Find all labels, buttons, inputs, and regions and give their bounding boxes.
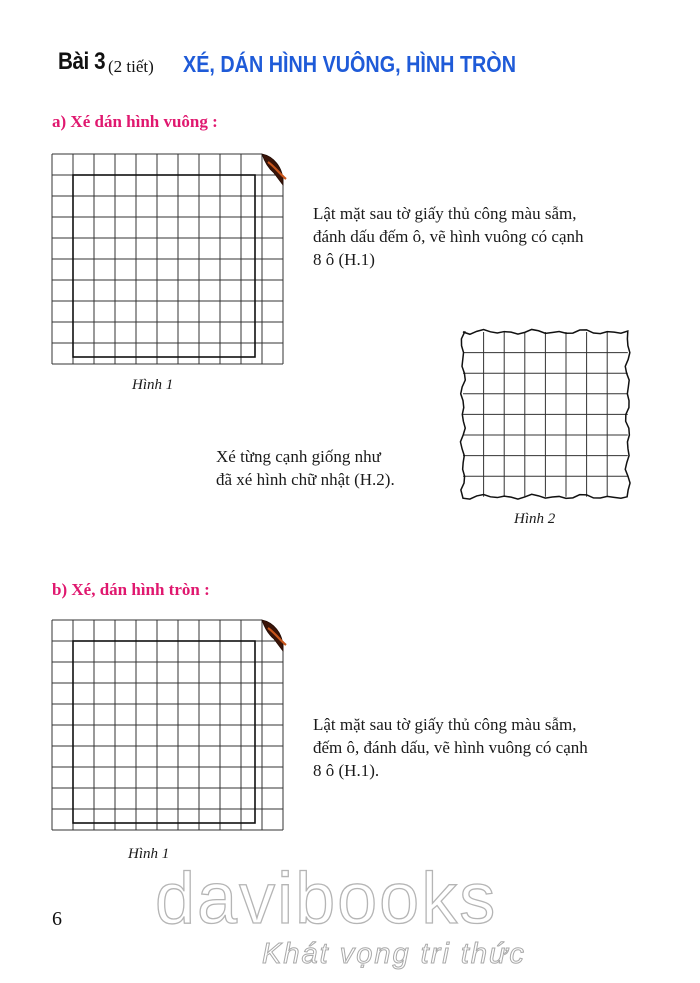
paper-curl-icon bbox=[262, 154, 283, 185]
torn-square-figure-2 bbox=[461, 330, 637, 506]
instruction-line: 8 ô (H.1). bbox=[313, 761, 380, 780]
watermark-brand: davibooks bbox=[155, 859, 498, 939]
section-a-instruction-1 bbox=[313, 202, 673, 271]
marked-square bbox=[73, 641, 255, 823]
instruction-line: đã xé hình chữ nhật (H.2). bbox=[216, 470, 395, 489]
marked-square bbox=[73, 175, 255, 357]
instruction-line: đếm ô, đánh dấu, vẽ hình vuông có cạnh bbox=[313, 738, 588, 757]
grid-lines bbox=[52, 620, 283, 830]
instruction-line: Xé từng cạnh giống như bbox=[216, 447, 381, 466]
lesson-duration: (2 tiết) bbox=[108, 57, 154, 76]
torn-grid-lines bbox=[463, 332, 628, 497]
section-a-instruction-2 bbox=[216, 445, 456, 491]
instruction-line: Lật mặt sau tờ giấy thủ công màu sẫm, bbox=[313, 204, 577, 223]
section-b-title: b) Xé, dán hình tròn : bbox=[52, 580, 210, 599]
section-b-instruction-1 bbox=[313, 713, 673, 782]
grid-lines bbox=[52, 154, 283, 364]
watermark-tagline: Khát vọng tri thức bbox=[262, 938, 526, 970]
section-a-title: a) Xé dán hình vuông : bbox=[52, 112, 218, 131]
figure-1b-caption: Hình 1 bbox=[128, 846, 170, 862]
instruction-line: đánh dấu đếm ô, vẽ hình vuông có cạnh bbox=[313, 227, 584, 246]
instruction-line: Lật mặt sau tờ giấy thủ công màu sẫm, bbox=[313, 715, 577, 734]
lesson-header bbox=[58, 48, 516, 84]
instruction-line: 8 ô (H.1) bbox=[313, 250, 375, 269]
grid-paper-figure-1a bbox=[50, 152, 290, 364]
grid-paper-figure-1b bbox=[50, 618, 290, 830]
figure-1a-caption: Hình 1 bbox=[132, 377, 174, 393]
figure-2-caption: Hình 2 bbox=[514, 511, 556, 527]
paper-curl-icon bbox=[262, 620, 283, 651]
lesson-title: XÉ, DÁN HÌNH VUÔNG, HÌNH TRÒN bbox=[183, 51, 516, 77]
page-number: 6 bbox=[52, 908, 62, 930]
lesson-number: Bài 3 bbox=[58, 48, 106, 75]
